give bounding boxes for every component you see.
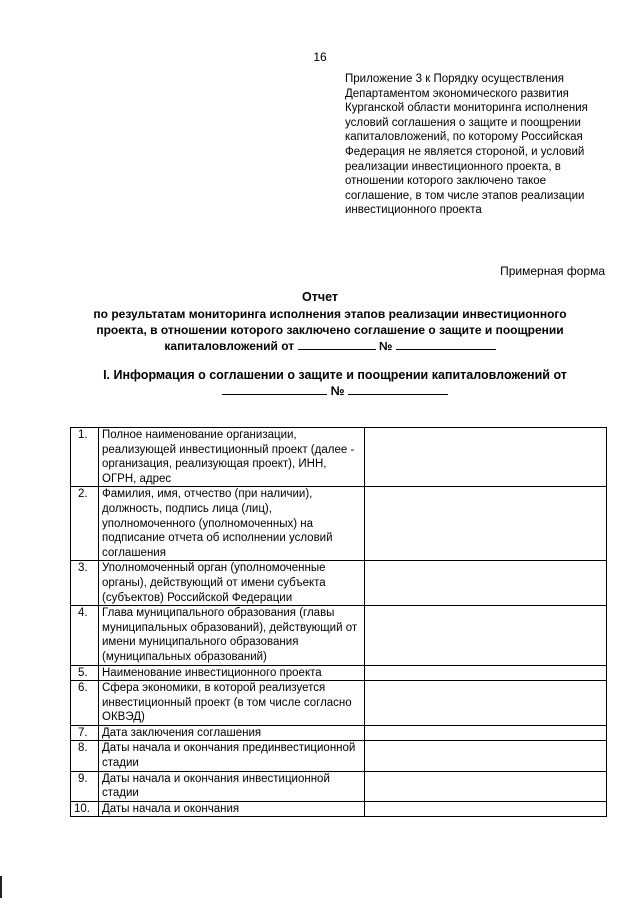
row-label: Даты начала и окончания прединвестиционной стадии — [99, 741, 365, 771]
table-row — [71, 771, 607, 801]
report-title: Отчет — [301, 290, 338, 304]
section-heading-text: I. Информация о соглашении о защите и поощрении капиталовложений от — [103, 368, 567, 382]
row-value-cell[interactable] — [365, 801, 607, 817]
section-number-sign: № — [330, 384, 345, 398]
table-row — [71, 665, 607, 681]
row-value-cell[interactable] — [365, 606, 607, 665]
row-value-cell[interactable] — [365, 725, 607, 741]
row-label: Уполномоченный орган (уполномоченные органы), действующий от имени субъекта (субъектов) Российской Федерации — [99, 561, 365, 606]
row-label: Сфера экономики, в которой реализуется инвестиционный проект (в том числе согласно ОКВЭД) — [99, 681, 365, 726]
row-label: Дата заключения соглашения — [99, 725, 365, 741]
table-row — [71, 741, 607, 771]
report-subtitle-date-prefix: капиталовложений от — [164, 339, 295, 353]
row-label: Даты начала и окончания инвестиционной стадии — [99, 771, 365, 801]
table-row — [71, 801, 607, 817]
table-row — [71, 428, 607, 487]
row-number: 7. — [71, 725, 99, 741]
table-row — [71, 681, 607, 726]
report-date-blank[interactable] — [298, 338, 376, 350]
row-value-cell[interactable] — [365, 487, 607, 561]
row-value-cell[interactable] — [365, 741, 607, 771]
row-value-cell[interactable] — [365, 681, 607, 726]
row-number: 4. — [71, 606, 99, 665]
section-heading — [55, 367, 615, 399]
form-type-label: Примерная форма — [500, 264, 605, 278]
report-subtitle-line-2: проекта, в отношении которого заключено соглашение о защите и поощрении — [96, 323, 564, 337]
row-number: 6. — [71, 681, 99, 726]
row-number: 8. — [71, 741, 99, 771]
row-label: Полное наименование организации, реализующей инвестиционный проект (далее - организация, реализующая проект), ИНН, ОГРН, адрес — [99, 428, 365, 487]
table-row — [71, 561, 607, 606]
agreement-number-blank[interactable] — [348, 383, 448, 395]
report-number-blank[interactable] — [396, 338, 496, 350]
table-row — [71, 725, 607, 741]
report-subtitle-line-1: по результатам мониторинга исполнения этапов реализации инвестиционного — [93, 307, 567, 321]
page-number: 16 — [313, 50, 327, 64]
row-value-cell[interactable] — [365, 665, 607, 681]
row-label: Наименование инвестиционного проекта — [99, 665, 365, 681]
row-value-cell[interactable] — [365, 428, 607, 487]
row-label: Фамилия, имя, отчество (при наличии), должность, подпись лица (лиц), уполномоченного (уполномоченных) на подписание отчета об исполнении условий соглашения — [99, 487, 365, 561]
row-number: 1. — [71, 428, 99, 487]
row-number: 2. — [71, 487, 99, 561]
agreement-info-table — [70, 427, 607, 817]
row-label: Даты начала и окончания — [99, 801, 365, 817]
report-subtitle — [60, 306, 600, 354]
report-number-sign: № — [378, 339, 393, 353]
agreement-date-blank[interactable] — [222, 383, 327, 395]
row-label: Глава муниципального образования (главы муниципальных образований), действующий от имени муниципального образования (муниципальных образований) — [99, 606, 365, 665]
section-heading-line-2 — [55, 383, 615, 399]
table-row — [71, 487, 607, 561]
row-number: 10. — [71, 801, 99, 817]
row-number: 9. — [71, 771, 99, 801]
appendix-note: Приложение 3 к Порядку осуществления Департаментом экономического развития Курганской области мониторинга исполнения условий соглашения о защите и поощрении капиталовложений, по которому Российская Федерация не является стороной, и условий реализации инвестиционного проекта, в отношении которого заключено такое соглашение, в том числе этапов реализации инвестиционного проекта — [345, 73, 588, 217]
row-value-cell[interactable] — [365, 561, 607, 606]
table-row — [71, 606, 607, 665]
row-number: 3. — [71, 561, 99, 606]
row-number: 5. — [71, 665, 99, 681]
row-value-cell[interactable] — [365, 771, 607, 801]
scan-edge-mark — [0, 876, 2, 898]
report-subtitle-line-3 — [60, 338, 600, 354]
